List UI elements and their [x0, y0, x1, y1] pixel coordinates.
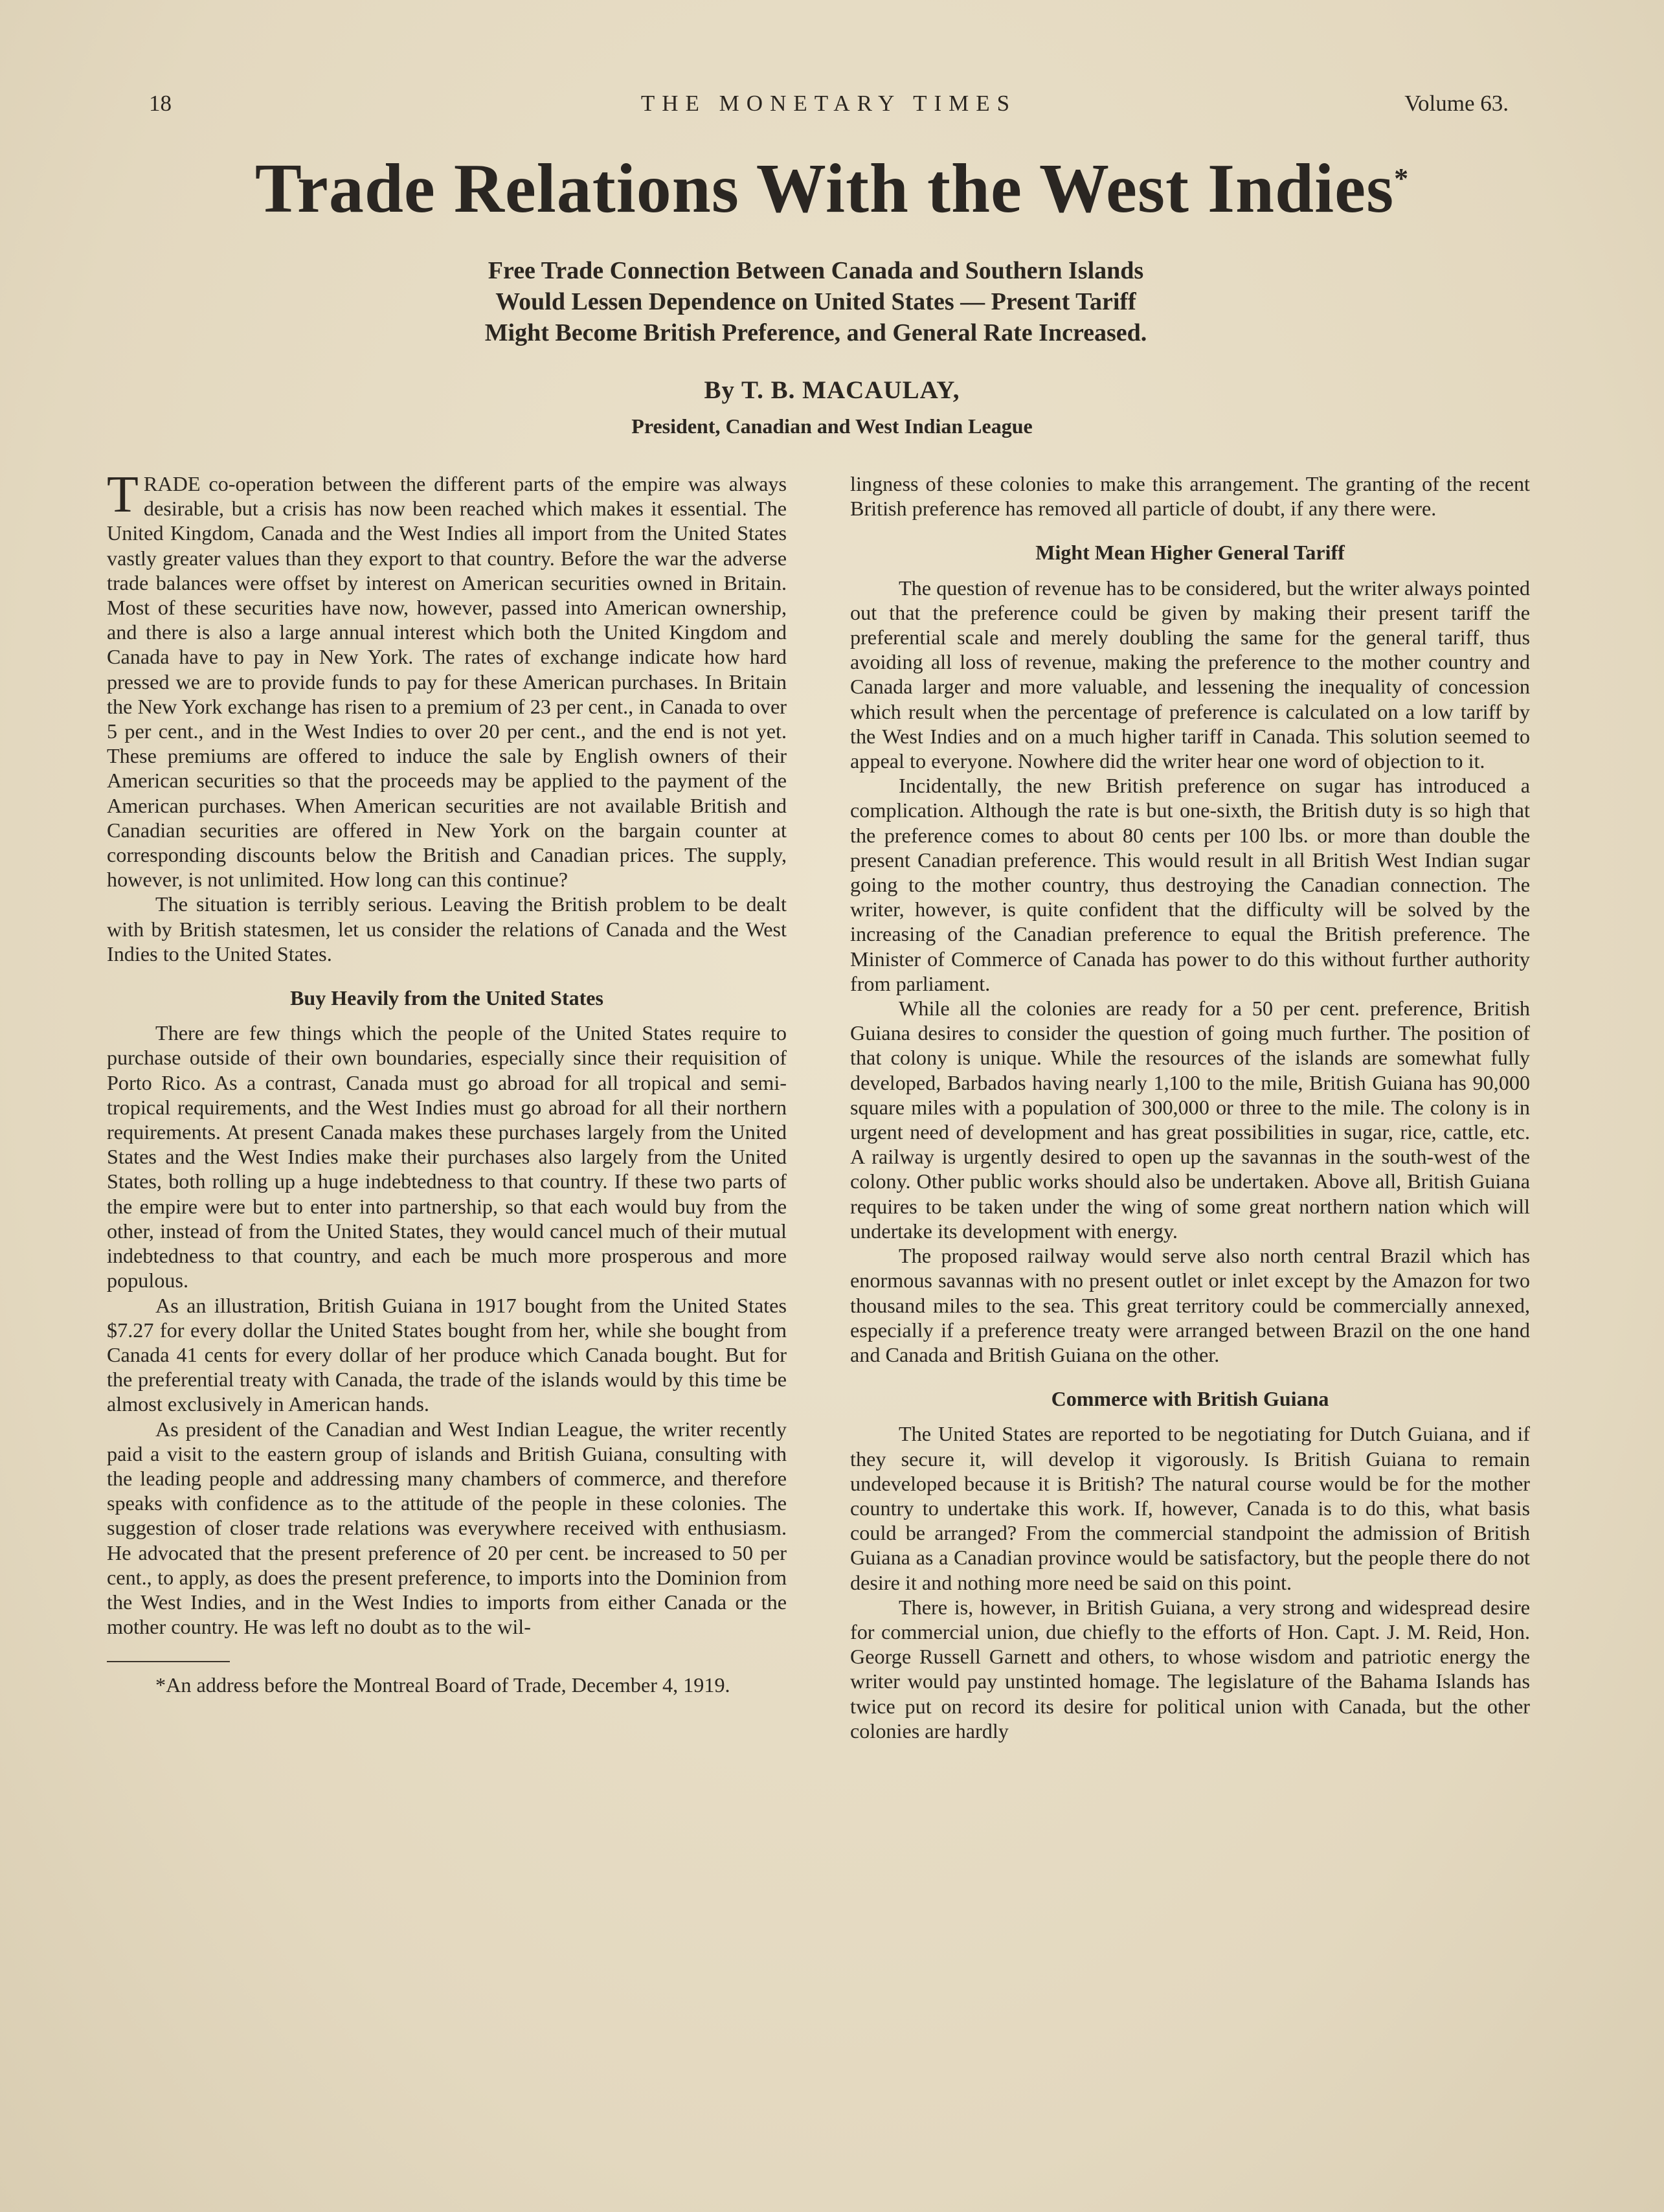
article-title	[97, 149, 1567, 229]
byline: By T. B. MACAULAY,	[704, 376, 960, 404]
title-footnote-mark: *	[1394, 163, 1410, 194]
deck-line: Free Trade Connection Between Canada and Southern Islands	[488, 257, 1144, 284]
drop-cap: T	[107, 466, 139, 523]
left-column	[107, 466, 787, 1698]
volume-label: Volume 63.	[1404, 91, 1509, 116]
article-title-text: Trade Relations With the West Indies	[254, 150, 1395, 227]
masthead: THE MONETARY TIMES	[640, 91, 1017, 116]
paragraph: The question of revenue has to be considered, but the writer always pointed out that the preference could be given by making their present tariff the preferential scale and merely doubling the same for the general tariff, thus avoiding all loss of revenue, making the preference to the mother country and Canada larger and more valuable, and lessening the inequality of concession which result when the percentage of preference is calculated on a low tariff by the West Indies and on a much higher tariff in Canada. This solution seemed to appeal to everyone. Nowhere did the writer hear one word of objection to it.	[850, 576, 1530, 773]
paragraph: While all the colonies are ready for a 50 per cent. preference, British Guiana desires to consider the question of going much further. The position of that colony is unique. While the resources of the islands are somewhat fully developed, Barbados having nearly 1,100 to the mile, British Guiana has 90,000 square miles with a population of 300,000 or three to the mile. The colony is in urgent need of development and has great possibilities in sugar, rice, cattle, etc. A railway is urgently desired to open up the savannas in the south-west of the colony. Other public works should also be undertaken. Above all, British Guiana requires to be taken under the wing of some great northern nation which will undertake its development with energy.	[850, 997, 1530, 1243]
paragraph: The proposed railway would serve also north central Brazil which has enormous savannas with no present outlet or inlet except by the Amazon for two thousand miles to the sea. This great territory could be commercially annexed, especially if a preference treaty were arranged between Brazil on the one hand and Canada and British Guiana on the other.	[850, 1244, 1530, 1366]
author-affiliation: President, Canadian and West Indian League	[631, 414, 1033, 438]
running-head	[149, 91, 1509, 130]
section-heading: Might Mean Higher General Tariff	[1035, 541, 1345, 565]
paragraph: As president of the Canadian and West Indian League, the writer recently paid a visit to the eastern group of islands and British Guiana, consulting with the leading people and addressing many chambers of commerce, and therefore speaks with confidence as to the attitude of the people in these colonies. The suggestion of closer trade relations was everywhere received with enthusiasm. He advocated that the present preference of 20 per cent. be increased to 50 per cent., to apply, as does the present preference, to imports into the Dominion from the West Indies, and in the West Indies to imports from either Canada or the mother country. He was left no doubt as to the wil-	[107, 1417, 787, 1639]
deck-line: Would Lessen Dependence on United States — Present Tariff	[495, 288, 1136, 315]
intro-text: RADE co-operation between the different parts of the empire was always desirable, but a crisis has now been reached which makes it essential. The United Kingdom, Canada and the West Indies all import from the United States vastly greater values than they export to that country. Before the war the adverse trade balances were offset by interest on American securities owned in Britain. Most of these securities have now, however, passed into American ownership, and there is also a large annual interest which both the United Kingdom and Canada have to pay in New York. The rates of exchange indicate how hard pressed we are to provide funds to pay for these American purchases. In Britain the New York exchange has risen to a premium of 23 per cent., in Canada to over 5 per cent., and in the West Indies to over 20 per cent., and the end is not yet. These premiums are offered to induce the sale by English owners of their American securities so that the proceeds may be applied to the payment of the American purchases. When American securities are not available British and Canadian securities are offered in New York on the bargain counter at corresponding discounts below the British and Canadian prices. The supply, however, is not unlimited. How long can this continue?	[107, 472, 787, 892]
paragraph: The United States are reported to be negotiating for Dutch Guiana, and if they secure it, will develop it vigorously. Is British Guiana to remain undeveloped because it is British? The natural course would be for the mother country to undertake this work. If, however, Canada is to do this, what basis could be arranged? From the commercial standpoint the admission of British Guiana as a Canadian province would be satisfactory, but the people there do not desire it and nothing more need be said on this point.	[850, 1422, 1530, 1594]
paragraph: Incidentally, the new British preference on sugar has introduced a complication. Although the rate is but one-sixth, the British duty is so high that the preference comes to about 80 cents per 100 lbs. or more than double the present Canadian preference. This would result in all British West Indian sugar going to the mother country, thus destroying the Canadian connection. The writer, however, is quite confident that the difficulty will be solved by the increasing of the Canadian preference to equal the British preference. The Minister of Commerce of Canada has power to do this without further authority from parliament.	[850, 774, 1530, 995]
paragraph: There is, however, in British Guiana, a very strong and widespread desire for commercial union, due chiefly to the efforts of Hon. Capt. J. M. Reid, Hon. George Russell Garnett and others, to whose wisdom and patriotic energy the writer would pay unstinted homage. The legislature of the Bahama Islands has twice put on record its desire for political union with Canada, but the other colonies are hardly	[850, 1595, 1530, 1743]
deck-line: Might Become British Preference, and General Rate Increased.	[484, 319, 1147, 346]
article-deck	[363, 255, 1269, 348]
intro-paragraph	[107, 466, 787, 892]
paragraph: lingness of these colonies to make this arrangement. The granting of the recent British preference has removed all particle of doubt, if any there were.	[850, 472, 1530, 521]
section-heading: Commerce with British Guiana	[1051, 1387, 1329, 1411]
right-column	[850, 471, 1530, 1743]
footnote-text: *An address before the Montreal Board of Trade, December 4, 1919.	[155, 1673, 730, 1697]
footnote	[107, 1673, 787, 1697]
paragraph: As an illustration, British Guiana in 1917 bought from the United States $7.27 for every dollar the United States bought from her, while she bought from Canada 41 cents for every dollar of her produce which Canada bought. But for the preferential treaty with Canada, the trade of the islands would by this time be almost exclusively in American hands.	[107, 1293, 787, 1416]
section-heading: Buy Heavily from the United States	[290, 986, 603, 1010]
footnote-divider	[107, 1661, 230, 1662]
paragraph: The situation is terribly serious. Leaving the British problem to be dealt with by British statesmen, let us consider the relations of Canada and the West Indies to the United States.	[107, 892, 787, 965]
page-number: 18	[149, 91, 172, 116]
paragraph: There are few things which the people of the United States require to purchase outside of their own boundaries, especially since their requisition of Porto Rico. As a contrast, Canada must go abroad for all tropical and semi-tropical requirements, and the West Indies must go abroad for all their northern requirements. At present Canada makes these purchases largely from the United States and the West Indies make their purchases also largely from the United States, both rolling up a huge indebtedness to that country. If these two parts of the empire were but to enter into partnership, so that each would buy from the other, instead of from the United States, they would cancel much of their mutual indebtedness to that country, and each be much more prosperous and more populous.	[107, 1021, 787, 1292]
